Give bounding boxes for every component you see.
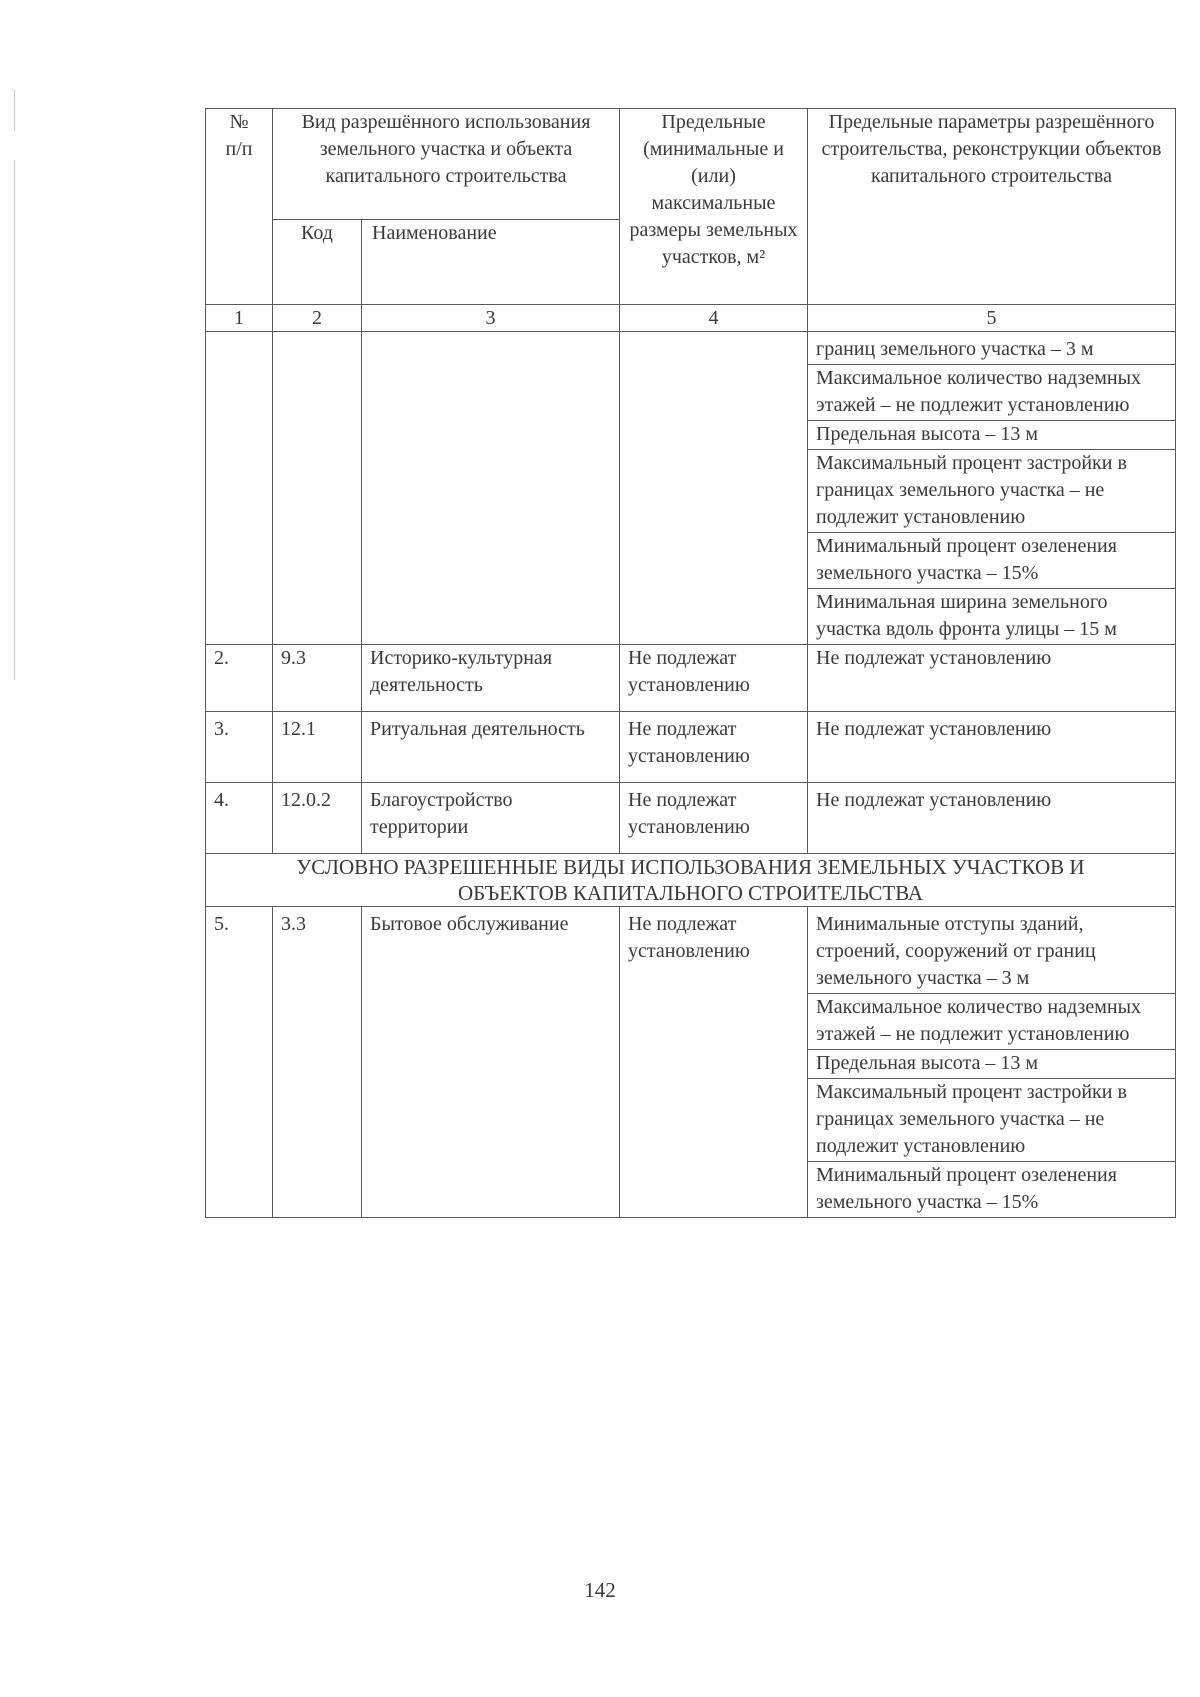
header-number: № п/п [206,109,273,305]
cell-empty [362,332,620,645]
cell-code: 3.3 [273,907,362,1218]
section-row [206,854,1176,907]
scan-edge-mark [14,90,15,130]
table-row-continuation [206,332,1176,645]
column-number: 2 [273,305,362,332]
table-row [206,783,1176,854]
cell-size: Не подлежат установлению [620,712,808,783]
param-item: Минимальный процент озеленения земельного участка – 15% [816,1164,1117,1213]
cell-empty [620,332,808,645]
cell-empty [206,332,273,645]
table-row [206,907,1176,1218]
table-row [206,712,1176,783]
column-number: 1 [206,305,273,332]
column-number-row [206,305,1176,332]
section-title: УСЛОВНО РАЗРЕШЕННЫЕ ВИДЫ ИСПОЛЬЗОВАНИЯ ЗЕМЕЛЬНЫХ УЧАСТКОВ И ОБЪЕКТОВ КАПИТАЛЬНОГО СТРОИТЕЛЬСТВА [206,854,1176,907]
table-row [206,645,1176,712]
header-params: Предельные параметры разрешённого строительства, реконструкции объектов капитального строительства [808,109,1176,305]
cell-size: Не подлежат установлению [620,783,808,854]
cell-params: Не подлежат установлению [808,783,1176,854]
header-code: Код [273,220,362,305]
cell-code: 9.3 [273,645,362,712]
param-item: Максимальное количество надземных этажей – не подлежит установлению [808,994,1175,1050]
cell-name: Историко-культурная деятельность [362,645,620,712]
param-item: Максимальный процент застройки в границах земельного участка – не подлежит установлению [808,1079,1175,1162]
page-number: 142 [584,1578,616,1602]
param-item: Минимальный процент озеленения земельного участка – 15% [808,533,1175,589]
param-item: Максимальный процент застройки в границах земельного участка – не подлежит установлению [808,450,1175,533]
scan-edge-mark [14,160,15,680]
param-item: Минимальная ширина земельного участка вдоль фронта улицы – 15 м [816,591,1117,640]
header-sizes: Предельные (минимальные и (или) максимальные размеры земельных участков, м² [620,109,808,305]
header-name: Наименование [362,220,620,305]
param-item: Минимальные отступы зданий, строений, сооружений от границ земельного участка – 3 м [808,907,1175,994]
cell-code: 12.1 [273,712,362,783]
cell-name: Благоустройство территории [362,783,620,854]
cell-size: Не подлежат установлению [620,645,808,712]
params-cell [808,907,1176,1218]
land-use-table [205,108,1176,1218]
cell-params: Не подлежат установлению [808,645,1176,712]
params-cell [808,332,1176,645]
column-number: 4 [620,305,808,332]
cell-params: Не подлежат установлению [808,712,1176,783]
cell-name: Бытовое обслуживание [362,907,620,1218]
cell-empty [273,332,362,645]
cell-number: 2. [206,645,273,712]
cell-number: 5. [206,907,273,1218]
param-item: границ земельного участка – 3 м [808,332,1175,365]
column-number: 3 [362,305,620,332]
cell-number: 4. [206,783,273,854]
param-item: Предельная высота – 13 м [808,421,1175,450]
cell-name: Ритуальная деятельность [362,712,620,783]
column-number: 5 [808,305,1176,332]
table-header-row [206,109,1176,220]
cell-size: Не подлежат установлению [620,907,808,1218]
cell-code: 12.0.2 [273,783,362,854]
param-item: Максимальное количество надземных этажей – не подлежит установлению [808,365,1175,421]
param-item: Предельная высота – 13 м [808,1050,1175,1079]
cell-number: 3. [206,712,273,783]
header-kind-group: Вид разрешённого использования земельного участка и объекта капитального строительства [273,109,620,220]
